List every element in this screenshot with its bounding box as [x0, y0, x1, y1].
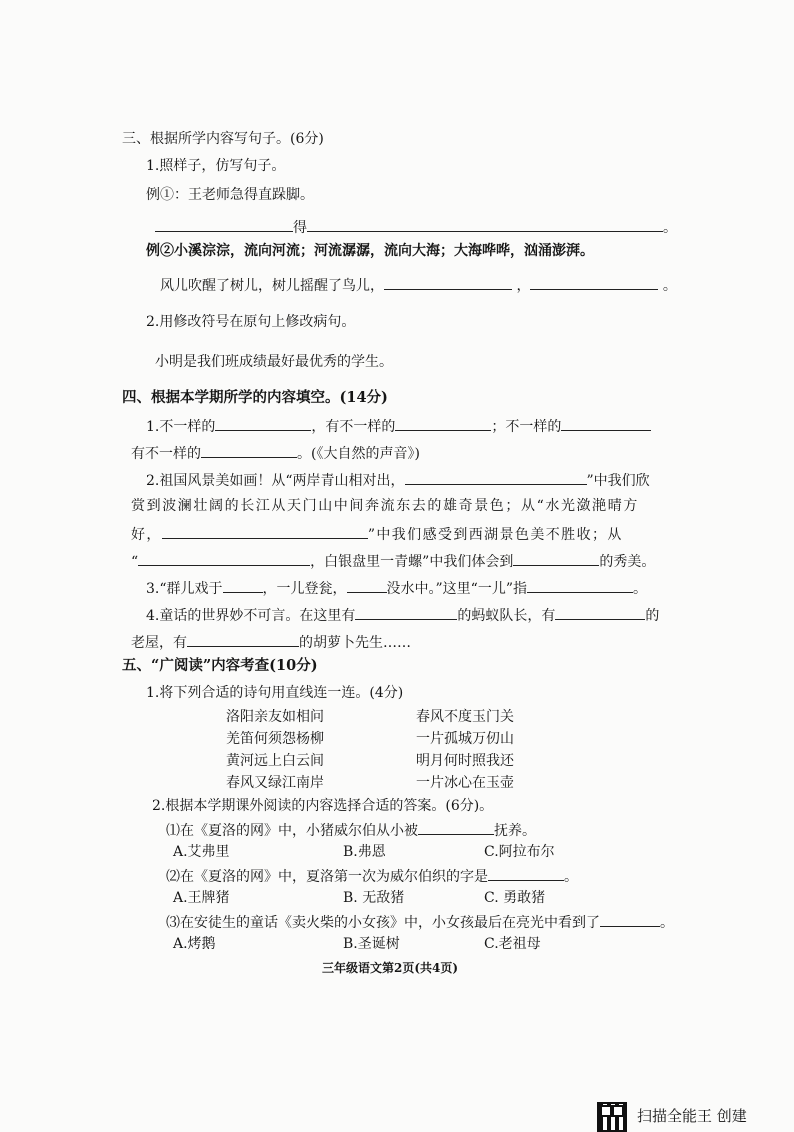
text: ；不一样的 [491, 419, 562, 435]
q5-2-sub-2 [166, 866, 578, 886]
blank [307, 217, 663, 232]
q4-4-line-2 [131, 632, 411, 652]
q4-4-line-1 [146, 605, 659, 625]
q4-3 [146, 578, 647, 598]
poem-line-left: 羌笛何须怨杨柳 [226, 731, 324, 747]
text: 抚养。 [494, 823, 536, 839]
blank [600, 912, 660, 927]
q5-2-instruction: 2.根据本学期课外阅读的内容选择合适的答案。(6分)。 [152, 798, 494, 814]
q5-2-sub-3-option-c: C.老祖母 [484, 936, 541, 952]
blank [488, 866, 564, 881]
blank [418, 820, 494, 835]
blank [187, 632, 299, 647]
q5-2-sub-1-option-a: A.艾弗里 [173, 844, 230, 860]
poem-right-column [416, 706, 514, 794]
blank [138, 551, 310, 566]
fill-word: 得 [293, 220, 307, 236]
text: ”中我们感受到西湖景色美不胜收；从 [367, 527, 623, 543]
blank [530, 275, 658, 290]
text: 好， [131, 527, 162, 543]
text: 2.祖国风景美如画！从“两岸青山相对出， [146, 473, 405, 489]
blank [561, 416, 651, 431]
text: 老屋，有 [131, 635, 187, 651]
text: 有不一样的 [131, 446, 201, 462]
q5-1-instruction: 1.将下列合适的诗句用直线连一连。(4分) [146, 685, 404, 701]
q5-2-sub-3 [166, 912, 674, 932]
blank [215, 416, 311, 431]
text: 的秀美。 [599, 554, 656, 570]
q4-2-line-1 [146, 470, 650, 490]
example-2-prompt: 风儿吹醒了树儿，树儿摇醒了鸟儿， [160, 278, 384, 294]
blank [347, 578, 387, 593]
q5-2-sub-3-option-b: B.圣诞树 [343, 936, 400, 952]
blank [162, 524, 368, 539]
text: 4.童话的世界妙不可言。在这里有 [146, 608, 356, 624]
text: 的 [645, 608, 660, 624]
blank [155, 217, 293, 232]
example-2-fill-line: 风儿吹醒了树儿，树儿摇醒了鸟儿， ， 。 [160, 275, 677, 295]
example-1: 例①：王老师急得直跺脚。 [146, 187, 314, 203]
text: 。(《大自然的声音》) [297, 446, 420, 462]
blank [201, 443, 297, 458]
q4-2-line-3 [131, 524, 623, 544]
page-footer: 三年级语文第2页(共4页) [322, 961, 459, 975]
q5-2-sub-1-option-c: C.阿拉布尔 [484, 844, 555, 860]
text: ，有不一样的 [311, 419, 396, 435]
text: 。 [633, 581, 647, 597]
q5-2-sub-3-option-a: A.烤鹅 [173, 936, 216, 952]
section-3-heading: 三、根据所学内容写句子。(6分) [122, 131, 324, 147]
blank [223, 578, 263, 593]
poem-line-left: 春风又绿江南岸 [226, 775, 324, 791]
text: 。 [660, 915, 674, 931]
text: ，白银盘里一青螺”中我们体会到 [310, 554, 514, 570]
blank [527, 578, 633, 593]
poem-line-left: 黄河远上白云间 [226, 753, 324, 769]
q4-2-line-4 [131, 551, 655, 571]
poem-line-right: 春风不度玉门关 [416, 709, 514, 725]
qr-code-icon [597, 1102, 627, 1132]
q3-2-instruction: 2.用修改符号在原句上修改病句。 [146, 314, 356, 330]
section-5-heading: 五、“广阅读”内容考查(10分) [122, 657, 318, 674]
text: 1.不一样的 [146, 419, 216, 435]
q4-1-line-1 [146, 416, 651, 436]
q5-2-sub-1-option-b: B.弗恩 [343, 844, 386, 860]
section-4-heading: 四、根据本学期所学的内容填空。(14分) [122, 389, 388, 406]
blank [355, 605, 457, 620]
scanner-watermark: 扫描全能王 创建 [637, 1107, 747, 1125]
text: 3.“群儿戏于 [146, 581, 223, 597]
poem-left-column [226, 706, 324, 794]
poem-line-left: 洛阳亲友如相问 [226, 709, 324, 725]
poem-line-right: 一片冰心在玉壶 [416, 775, 514, 791]
blank [555, 605, 645, 620]
q5-2-sub-2-option-b: B. 无敌猪 [343, 890, 405, 906]
example-1-fill-line: 得 。 [155, 217, 677, 237]
q3-2-sentence: 小明是我们班成绩最好最优秀的学生。 [155, 354, 393, 370]
q5-2-sub-1 [166, 820, 536, 840]
text: 的胡萝卜先生…… [299, 635, 411, 651]
text: 没水中。”这里“一儿”指 [386, 581, 527, 597]
q5-2-sub-2-option-a: A.王牌猪 [173, 890, 230, 906]
text: ，一儿登瓮， [262, 581, 347, 597]
poem-line-right: 明月何时照我还 [416, 753, 514, 769]
blank [405, 470, 587, 485]
q4-2-line-2: 赏到波澜壮阔的长江从天门山中间奔流东去的雄奇景色；从“水光潋滟晴方 [131, 498, 639, 514]
q4-1-line-2 [131, 443, 420, 463]
text: 。 [564, 869, 578, 885]
text: ⑵在《夏洛的网》中，夏洛第一次为威尔伯织的字是 [166, 869, 488, 885]
text: ”中我们欣 [586, 473, 650, 489]
text: ⑴在《夏洛的网》中，小猪威尔伯从小被 [166, 823, 418, 839]
poem-line-right: 一片孤城万仞山 [416, 731, 514, 747]
text: ⑶在安徒生的童话《卖火柴的小女孩》中，小女孩最后在亮光中看到了 [166, 915, 600, 931]
blank [384, 275, 512, 290]
blank [395, 416, 491, 431]
text: “ [131, 554, 139, 570]
example-2: 例②小溪淙淙，流向河流；河流潺潺，流向大海；大海哗哗，汹涌澎湃。 [146, 243, 594, 259]
q5-2-sub-2-option-c: C. 勇敢猪 [484, 890, 546, 906]
text: 的蚂蚁队长，有 [457, 608, 556, 624]
q3-1-instruction: 1.照样子，仿写句子。 [146, 158, 286, 174]
blank [513, 551, 599, 566]
